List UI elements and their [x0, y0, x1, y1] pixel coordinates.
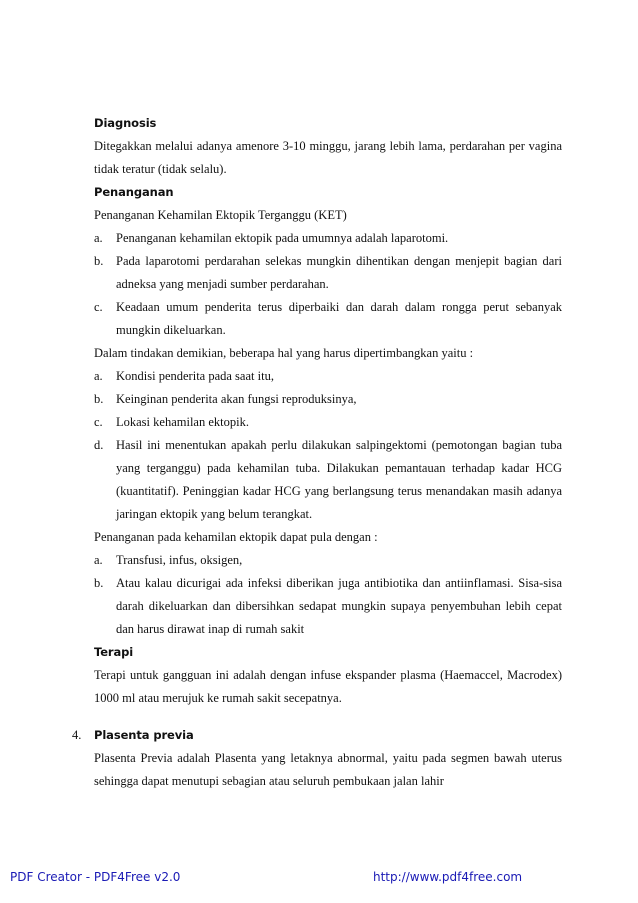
list-item-text: Penanganan kehamilan ektopik pada umumnya adalah laparotomi. [116, 231, 449, 245]
list-marker: d. [94, 438, 104, 452]
list-item-text: Kondisi penderita pada saat itu, [116, 369, 274, 383]
list-marker: b. [94, 254, 104, 268]
list-marker: a. [94, 231, 103, 245]
additional-intro: Penanganan pada kehamilan ektopik dapat pula dengan : [94, 530, 378, 544]
plasenta-previa-heading: Plasenta previa [94, 728, 194, 742]
list-item [94, 411, 562, 434]
footer-url-link[interactable]: http://www.pdf4free.com [373, 870, 523, 884]
plasenta-previa-text: Plasenta Previa adalah Plasenta yang letaknya abnormal, yaitu pada segmen bawah uterus sehingga dapat menutupi sebagian atau seluruh pembukaan jalan lahir [94, 751, 562, 788]
list-marker: c. [94, 415, 103, 429]
list-item [94, 434, 562, 526]
list-item-text: Keadaan umum penderita terus diperbaiki dan darah dalam rongga perut sebanyak mungkin dikeluarkan. [116, 300, 562, 337]
list-marker: b. [94, 392, 104, 406]
considerations-intro: Dalam tindakan demikian, beberapa hal yang harus dipertimbangkan yaitu : [94, 346, 474, 360]
list-item [94, 388, 562, 411]
section-number: 4. [72, 728, 82, 742]
list-marker: a. [94, 553, 103, 567]
list-item [94, 227, 562, 250]
list-item-text: Pada laparotomi perdarahan selekas mungkin dihentikan dengan menjepit bagian dari adneksa yang menjadi sumber perdarahan. [116, 254, 562, 291]
list-marker: c. [94, 300, 103, 314]
list-item [94, 365, 562, 388]
list-item [94, 250, 562, 296]
list-item [94, 549, 562, 572]
section-4 [72, 724, 562, 747]
list-item-text: Keinginan penderita akan fungsi reproduksinya, [116, 392, 357, 406]
list-item [94, 296, 562, 342]
diagnosis-text: Ditegakkan melalui adanya amenore 3-10 minggu, jarang lebih lama, perdarahan per vagina tidak teratur (tidak selalu). [94, 139, 562, 176]
list-marker: a. [94, 369, 103, 383]
section-spacer [94, 710, 562, 724]
penanganan-heading: Penanganan [94, 185, 174, 199]
list-item-text: Atau kalau dicurigai ada infeksi diberikan juga antibiotika dan antiinflamasi. Sisa-sisa darah dikeluarkan dan dibersihkan sedapat mungkin supaya penyembuhan lebih cepat dan harus dirawat inap di rumah sakit [116, 576, 562, 636]
diagnosis-heading: Diagnosis [94, 116, 157, 130]
pdf-footer [0, 868, 638, 890]
list-item-text: Lokasi kehamilan ektopik. [116, 415, 249, 429]
list-marker: b. [94, 576, 104, 590]
list-item-text: Transfusi, infus, oksigen, [116, 553, 243, 567]
terapi-text: Terapi untuk gangguan ini adalah dengan infuse ekspander plasma (Haemaccel, Macrodex) 1000 ml atau merujuk ke rumah sakit secepatnya. [94, 668, 562, 705]
page-content [72, 112, 562, 793]
list-item-text: Hasil ini menentukan apakah perlu dilakukan salpingektomi (pemotongan bagian tuba yang terganggu) pada kehamilan tuba. Dilakukan pemantauan terhadap kadar HCG (kuantitatif). Peninggian kadar HCG yang berlangsung terus menandakan masih adanya jaringan ektopik yang belum terangkat. [116, 438, 562, 521]
penanganan-intro: Penanganan Kehamilan Ektopik Terganggu (KET) [94, 208, 347, 222]
list-item [94, 572, 562, 641]
footer-creator-label: PDF Creator - PDF4Free v2.0 [10, 870, 181, 884]
terapi-heading: Terapi [94, 645, 134, 659]
